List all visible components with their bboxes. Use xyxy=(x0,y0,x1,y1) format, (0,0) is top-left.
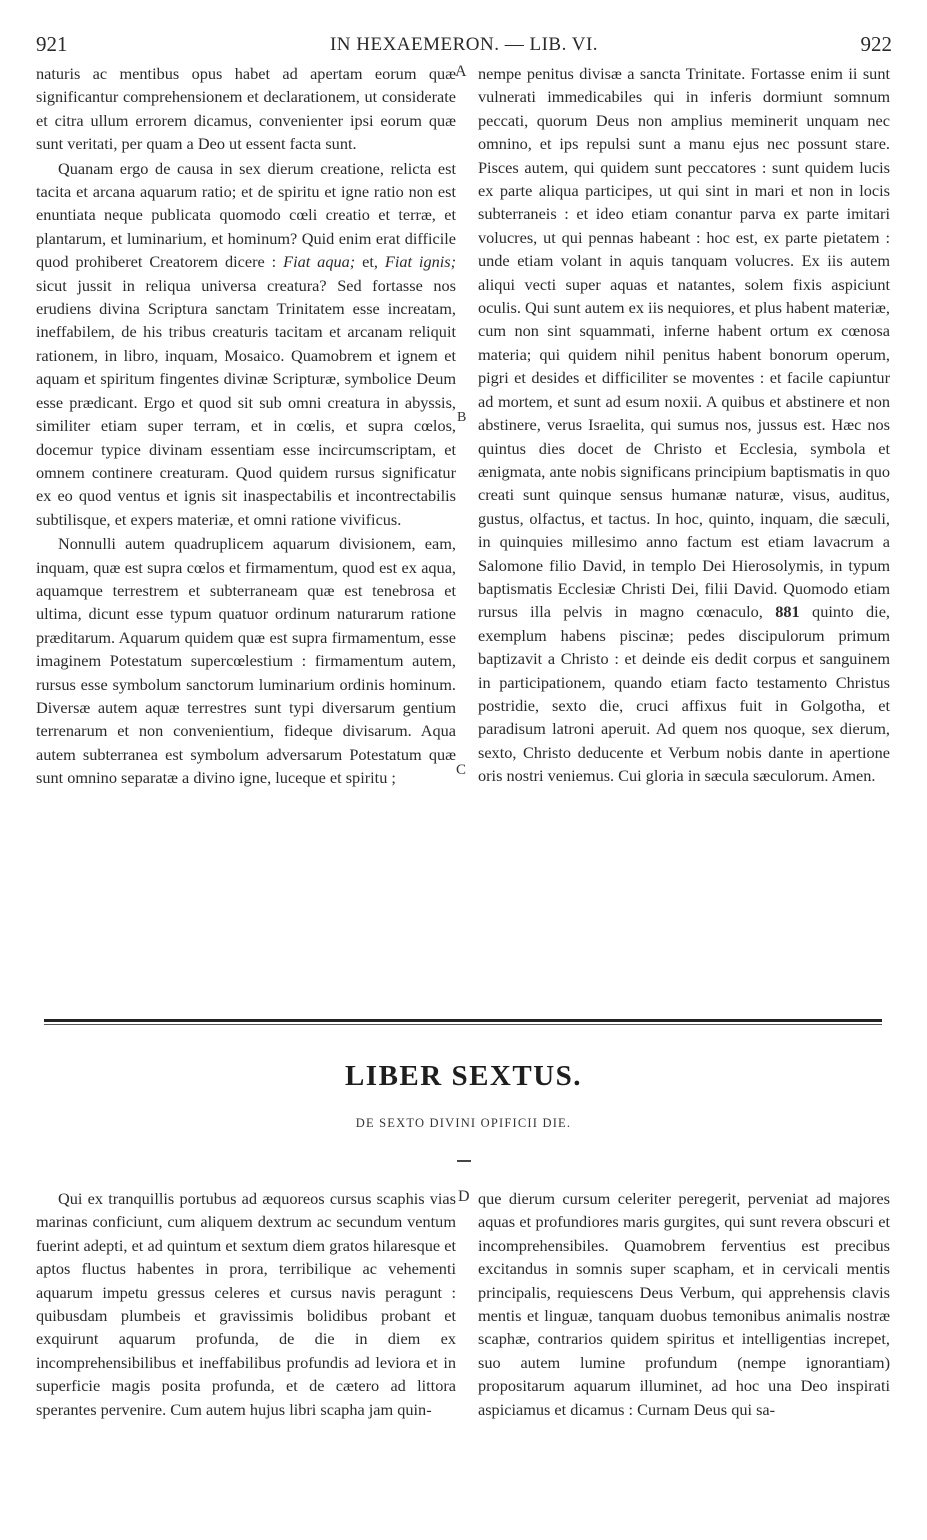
page-number-right: 922 xyxy=(860,32,892,56)
section-divider-thin xyxy=(44,1024,882,1025)
title-dash xyxy=(457,1160,471,1162)
right-text-a: nempe penitus divisæ a sancta Trinitate. Fortasse enim ii sunt vulnerati immedicabiles qui in inferis dormiunt somnum peccati, quorum Deus non amplius meminerit unquam nec omnino, et ips repulsi sunt a manu ejus nec possunt stare. Pisces autem, qui quidem sunt peccatores : sunt quidem lucis ex parte aliqua participes, ut qui sint in mari et non in locis subterraneis : et ideo etiam conantur parva ex parte imitari volucres, ut qui pennas habeant : hoc est, ex parte pietatem : unde etiam volant in aquis tanquam volucres. Ex iis autem aliqui vecti super aquas et natantes, solem fixis aspiciunt oculis. Qui sunt autem ex iis nequiores, et plus habent materiæ, cum non sint squammati, inferne habent ortum ex cœnosa materia; qui quidem nihil penitus habent bonorum operum, pigri et desides et difficiliter se moventes : et facile capiuntur ad mortem, et sunt ad esum noxii. A quibus et abstinere et non abstinere, verus Israelita, qui sumus nos, jussus est. Hæc nos quintus dies docet de Christo et Ecclesia, symbola et ænigmata, ante nobis significans principium baptismatis in quo creati sunt quinque sensus humanæ naturæ, visus, auditus, gustus, olfactus, et tactus. In hoc, quinto, inquam, die sæculi, in quinquies millesimo anno factum est etiam lavacrum a Salomone filio David, in templo Dei Hierosolymis, in typum baptismatis Ecclesiæ Christi Dei, filii David. Quomodo etiam rursus illa pelvis in magno cœnaculo, xyxy=(478,64,890,622)
margin-marker-d: D xyxy=(458,1188,470,1205)
fiat-ignis-italic: Fiat ignis; xyxy=(384,252,456,272)
paragraph-2-text-a: Quanam ergo de causa in sex dierum creatione, relicta est tacita et arcana aquarum ratio; et de spiritu et igne ratio non est enuntiata neque publicata quomodo cœli creatio et terræ, et plantarum, et luminarium, et hominum? Quid enim erat difficile quod prohiberet Creatorem dicere : xyxy=(36,158,456,272)
bottom-left-paragraph: Qui ex tranquillis portubus ad æquoreos cursus scaphis vias marinas conficiunt, cum aliquem dextrum ac secundum ventum fuerint adepti, et ad quintum et sextum diem gratos hilaresque et aptos fluctus habentes in prora, terribilique ac vehementi aquarum impetu gressus celeres et cursus navis peragunt : quibusdam plumbeis et gravissimis bolidibus probant et exquirunt aquarum profunda, de die in diem ex incomprehensibilibus et ineffabilibus profundis ad leviora et in superficie magis posita profunda, et de cætero ad littora sperantes pervenire. Cum autem hujus libri scapha jam quin- xyxy=(36,1189,456,1419)
paragraph-1: naturis ac mentibus opus habet ad apertam eorum quæ significantur comprehensionem et declarationem, ut considerate et citra ullum errorem dicamus, convenienter ipsi eorum quæ sunt veritati, per quam a Deo ut essent facta sunt. xyxy=(36,64,456,154)
margin-marker-b: B xyxy=(457,410,467,425)
page-number-left: 921 xyxy=(36,32,68,56)
bottom-left-column xyxy=(36,1187,456,1487)
fiat-aqua-italic: Fiat aqua; xyxy=(283,252,356,272)
paragraph-2-text-c: sicut jussit in reliqua universa creatura? Sed fortasse nos erudiens divina Scriptura sanctam Trinitatem esse increatam, ineffabilem, de his tribus creaturis tacitam et arcanam reliquit rationem, in libro, inquam, Mosaico. Quamobrem et ignem et aquam et spiritum fingentes divinæ Scripturæ, symbolice Deum esse prædicant. Ergo et quod sit sub omni creatura in abyssis, similiter etiam super terram, et in cœlis, et supra cœlos, docemur typice divinam essentiam esse incircumscriptam, et omnem continere creaturam. Quod quidem rursus significatur ex eo quod ventus et ignis sit inaspectabilis et incontrectabilis subtilisque, et expers materiæ, et omni ratione vivificus. xyxy=(36,275,456,529)
right-text-b: quinto die, exemplum habens piscinæ; pedes discipulorum primum baptizavit a Christo : et deinde eis dedit corpus et sanguinem in participationem, quando etiam facto testamento Christus postridie, sexto die, cruci affixus fuit in Golgotha, et paradisum latroni aperuit. Ad quem nos quoque, sex dierum, sexto, Christo deducente et Verbum nobis dante in apertione oris nostri veniemus. Cui gloria in sæcula sæculorum. Amen. xyxy=(478,602,890,786)
top-right-column xyxy=(478,62,890,972)
book-subtitle: DE SEXTO DIVINI OPIFICII DIE. xyxy=(355,1116,572,1130)
page-header xyxy=(36,32,892,58)
section-divider xyxy=(44,1019,882,1022)
book-title: LIBER SEXTUS. xyxy=(344,1060,583,1092)
reference-number: 881 xyxy=(775,602,800,622)
running-title: IN HEXAEMERON. — LIB. VI. xyxy=(329,34,599,55)
paragraph-right xyxy=(478,62,890,788)
paragraph-2 xyxy=(36,157,456,532)
bottom-right-column xyxy=(478,1187,890,1487)
bottom-right-paragraph: que dierum cursum celeriter peregerit, perveniat ad majores aquas et profundiores maris gurgites, qui sunt revera obscuri et incomprehensibiles. Quamobrem ferventius est precibus excitandus in somnis super scapham, et in cervicali mentis principalis, requiescens Deus Verbum, qui apprehensis clavis mentis et linguæ, tanquam duobus temonibus animalis nostræ scaphæ, contrarios quidem spiritus et intelligentias increpet, suo autem lumine profundum (nempe ignorantiam) propositarum aquarum illuminet, ad hoc una Deo inspirati aspiciamus et dicamus : Curnam Deus qui sa- xyxy=(478,1189,890,1419)
paragraph-2-text-b: et, xyxy=(362,252,378,272)
paragraph-3: Nonnulli autem quadruplicem aquarum divisionem, eam, inquam, quæ est supra cœlos et firmamentum, quod est ex aqua, aquamque terrestrem et subterraneam quæ est tenebrosa et ultima, dicunt esse typum quatuor ordinum naturarum ratione præditarum. Aquarum quidem quæ est supra firmamentum, esse imaginem Potestatum supercœlestium : firmamentum autem, rursus esse symbolum sanctorum luminarium ordinis hominum. Diversæ autem aquæ terrestres sunt typi diversarum gentium terrenarum et non convenientium, fideque divisarum. Aqua autem subterranea est symbolum adversarum Potestatum quæ sunt omnino separatæ a divino igne, luceque et spiritu ; xyxy=(36,534,456,788)
top-left-column xyxy=(36,62,456,992)
margin-marker-c: C xyxy=(456,762,467,778)
margin-marker-a: A xyxy=(455,63,467,80)
